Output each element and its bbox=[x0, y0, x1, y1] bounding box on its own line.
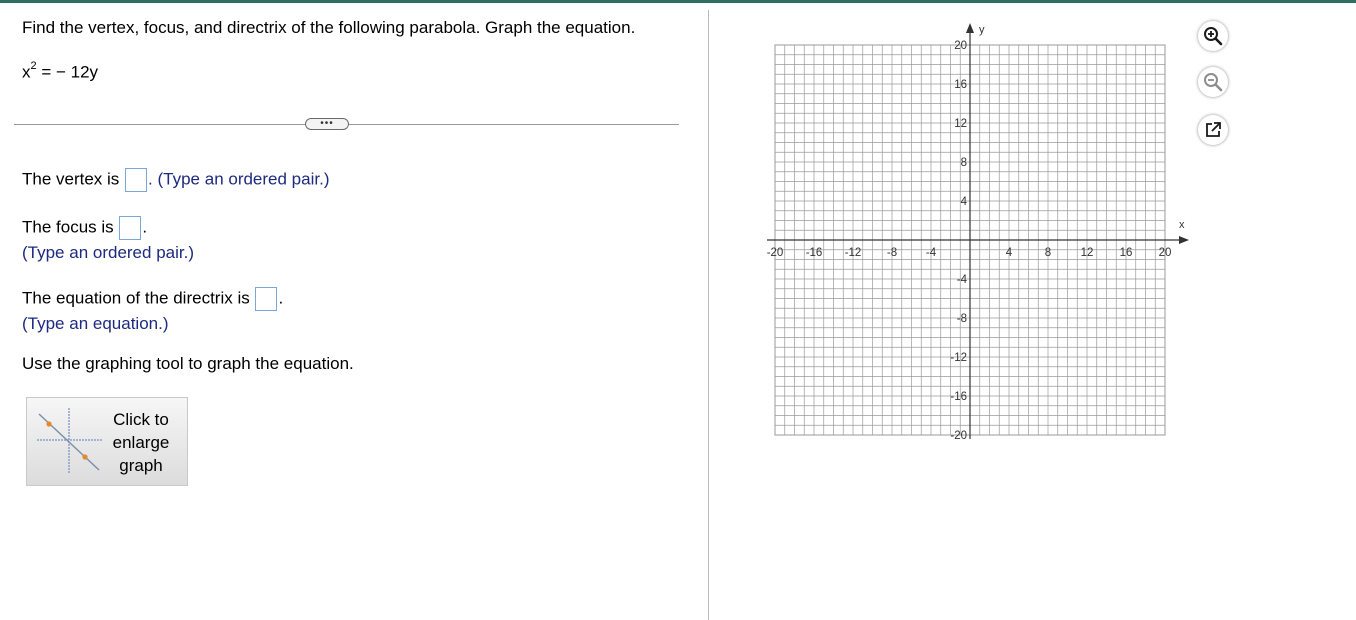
zoom-out-icon bbox=[1203, 72, 1223, 92]
y-tick-label: -4 bbox=[956, 274, 967, 286]
focus-suffix: . bbox=[142, 217, 148, 237]
focus-label: The focus is bbox=[22, 217, 114, 237]
enlarge-graph-button[interactable] bbox=[26, 397, 188, 486]
focus-answer-box[interactable] bbox=[119, 216, 141, 240]
y-tick-label: 16 bbox=[954, 79, 967, 91]
y-tick-label: -8 bbox=[956, 313, 967, 325]
directrix-answer-box[interactable] bbox=[255, 287, 277, 311]
x-tick-label: -12 bbox=[844, 247, 862, 259]
zoom-out-button[interactable] bbox=[1198, 67, 1228, 97]
y-tick-label: 12 bbox=[954, 118, 967, 130]
coordinate-graph[interactable] bbox=[760, 20, 1190, 450]
equation-exponent: 2 bbox=[30, 60, 37, 72]
question-prompt: Find the vertex, focus, and directrix of the following parabola. Graph the equation. bbox=[22, 18, 636, 37]
panel-divider bbox=[708, 10, 709, 620]
focus-row bbox=[22, 216, 147, 240]
y-tick-label: -12 bbox=[950, 352, 967, 364]
graph-instruction: Use the graphing tool to graph the equation. bbox=[22, 354, 354, 373]
show-more-button[interactable]: ••• bbox=[305, 118, 349, 130]
x-tick-label: 4 bbox=[1005, 247, 1013, 259]
vertex-row bbox=[22, 168, 329, 192]
y-axis-arrow bbox=[966, 23, 974, 33]
equation-rest: = − 12y bbox=[36, 62, 99, 82]
directrix-suffix: . bbox=[278, 288, 284, 308]
y-tick-label: 8 bbox=[960, 157, 967, 169]
zoom-in-icon bbox=[1203, 26, 1223, 46]
focus-hint: (Type an ordered pair.) bbox=[22, 243, 194, 262]
x-tick-label: 8 bbox=[1044, 247, 1052, 259]
y-axis-label: y bbox=[979, 24, 985, 36]
vertex-hint: . (Type an ordered pair.) bbox=[148, 169, 330, 189]
x-tick-label: 20 bbox=[1158, 247, 1172, 259]
x-tick-label: -16 bbox=[805, 247, 823, 259]
y-tick-label: 20 bbox=[954, 40, 967, 52]
top-accent-bar bbox=[0, 0, 1356, 3]
graph-thumbnail-icon bbox=[33, 406, 105, 476]
equation-base: x bbox=[22, 62, 31, 82]
pop-out-button[interactable] bbox=[1198, 115, 1228, 145]
y-tick-label: 4 bbox=[960, 196, 967, 208]
x-tick-label: -8 bbox=[886, 247, 898, 259]
zoom-in-button[interactable] bbox=[1198, 21, 1228, 51]
question-equation bbox=[22, 62, 98, 83]
x-axis-label: x bbox=[1179, 219, 1185, 231]
vertex-label: The vertex is bbox=[22, 169, 120, 189]
pop-out-icon bbox=[1203, 120, 1223, 140]
vertex-answer-box[interactable] bbox=[125, 168, 147, 192]
x-axis-arrow bbox=[1179, 236, 1189, 244]
y-tick-label: -16 bbox=[950, 391, 967, 403]
y-tick-label: -20 bbox=[950, 430, 967, 442]
directrix-hint: (Type an equation.) bbox=[22, 314, 169, 333]
enlarge-graph-label: Click to enlarge graph bbox=[112, 410, 170, 475]
x-tick-label: 16 bbox=[1119, 247, 1133, 259]
x-tick-label: 12 bbox=[1080, 247, 1094, 259]
x-tick-label: -20 bbox=[766, 247, 784, 259]
x-tick-label: -4 bbox=[925, 247, 937, 259]
directrix-row bbox=[22, 287, 283, 311]
directrix-label: The equation of the directrix is bbox=[22, 288, 250, 308]
